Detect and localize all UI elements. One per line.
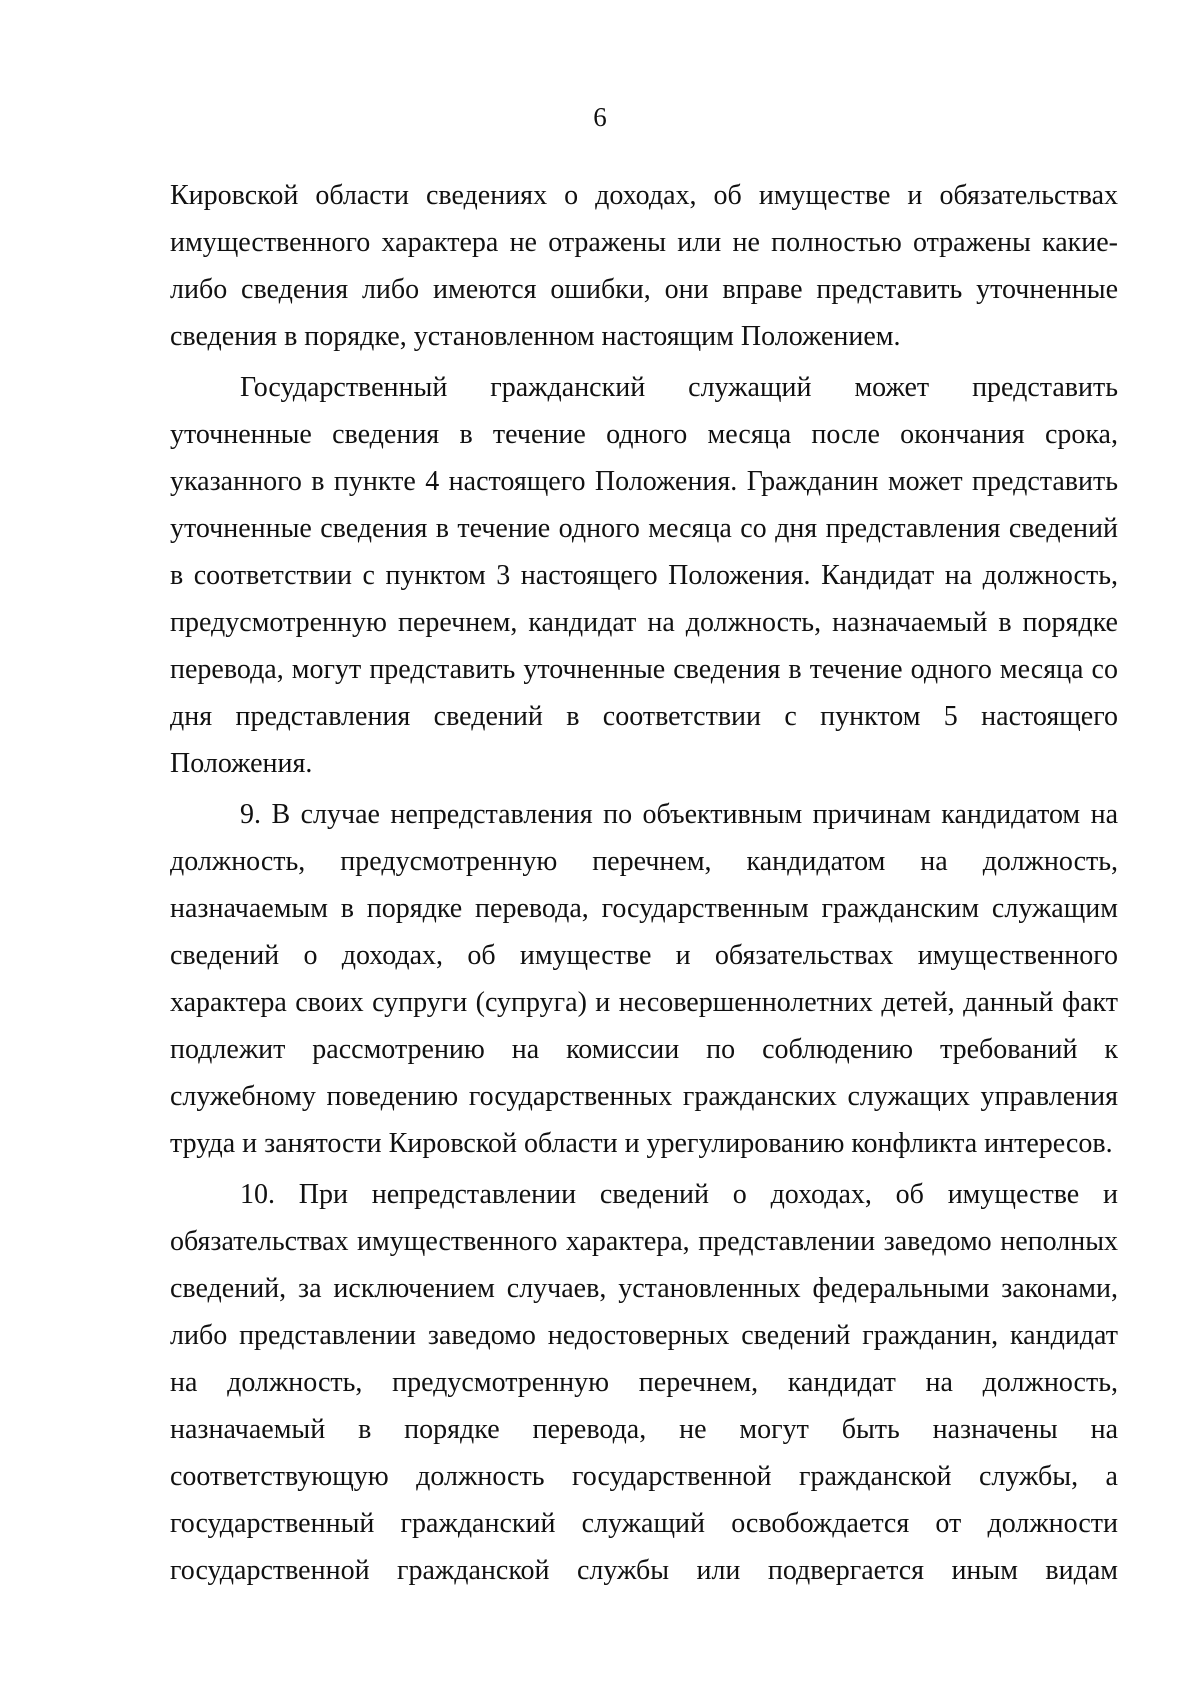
paragraph-item-10: 10. При непредставлении сведений о доходах, об имуществе и обязательствах имущественного характера, представлении заведомо неполных сведений, за исключением случаев, установленных федеральными законами, либо представлении заведомо недостоверных сведений гражданин, кандидат на должность, предусмотренную перечнем, кандидат на должность, назначаемый в порядке перевода, не могут быть назначены на соответствующую должность государственной гражданской службы, а государственный гражданский служащий освобождается от должности государственной гражданской службы или подвергается иным видам	[170, 1179, 1118, 1586]
paragraph-clarified-info: Государственный гражданский служащий может представить уточненные сведения в течение одного месяца после окончания срока, указанного в пункте 4 настоящего Положения. Гражданин может представить уточненные сведения в течение одного месяца со дня представления сведений в соответствии с пунктом 3 настоящего Положения. Кандидат на должность, предусмотренную перечнем, кандидат на должность, назначаемый в порядке перевода, могут представить уточненные сведения в течение одного месяца со дня представления сведений в соответствии с пунктом 5 настоящего Положения.	[170, 372, 1118, 779]
page-number: 6	[593, 102, 607, 132]
paragraph-continuation: Кировской области сведениях о доходах, об имуществе и обязательствах имущественного характера не отражены или не полностью отражены какие-либо сведения либо имеются ошибки, они вправе представить уточненные сведения в порядке, установленном настоящим Положением.	[170, 180, 1118, 352]
paragraph-item-9: 9. В случае непредставления по объективным причинам кандидатом на должность, предусмотренную перечнем, кандидатом на должность, назначаемым в порядке перевода, государственным гражданским служащим сведений о доходах, об имуществе и обязательствах имущественного характера своих супруги (супруга) и несовершеннолетних детей, данный факт подлежит рассмотрению на комиссии по соблюдению требований к служебному поведению государственных гражданских служащих управления труда и занятости Кировской области и урегулированию конфликта интересов.	[170, 799, 1118, 1159]
document-body	[170, 172, 1118, 1594]
